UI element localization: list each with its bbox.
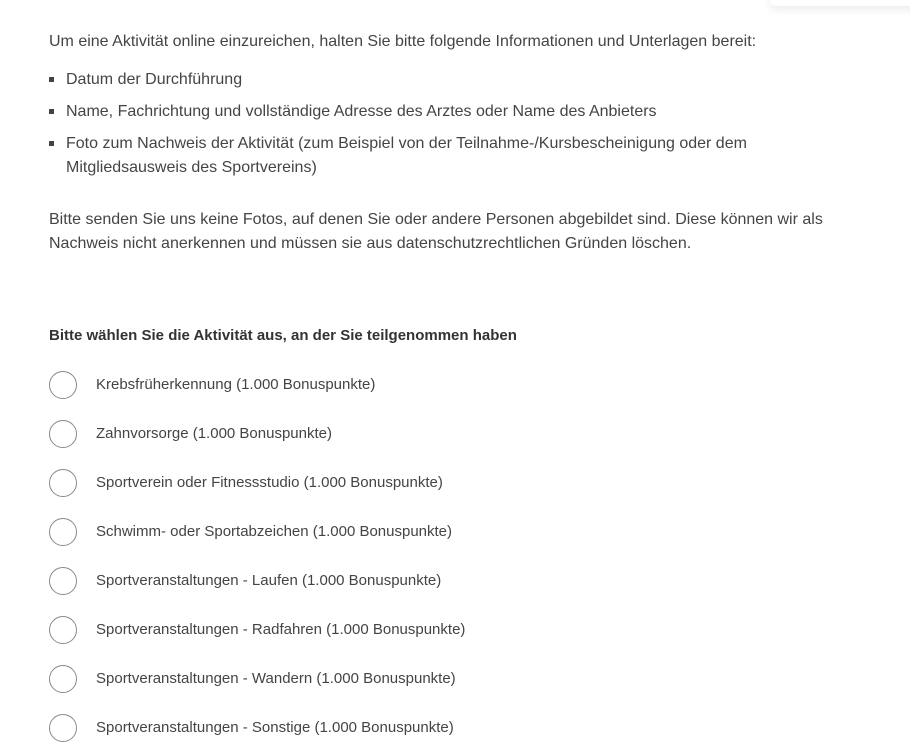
list-item xyxy=(49,68,869,92)
list-item xyxy=(49,132,869,180)
radio-button[interactable] xyxy=(49,567,77,595)
option-label[interactable]: Sportverein oder Fitnessstudio (1.000 Bonuspunkte) xyxy=(96,474,443,491)
activity-radio-group xyxy=(49,360,869,746)
activity-option[interactable] xyxy=(49,654,869,703)
radio-button[interactable] xyxy=(49,371,77,399)
radio-button[interactable] xyxy=(49,714,77,742)
bullet-square-icon xyxy=(49,141,54,146)
requirement-text: Datum der Durchführung xyxy=(66,71,243,88)
list-item xyxy=(49,100,869,124)
activity-option[interactable] xyxy=(49,409,869,458)
top-right-overlay-edge xyxy=(770,0,910,6)
bullet-square-icon xyxy=(49,109,54,114)
activity-option[interactable] xyxy=(49,507,869,556)
option-label[interactable]: Sportveranstaltungen - Radfahren (1.000 Bonuspunkte) xyxy=(96,621,466,638)
activity-option[interactable] xyxy=(49,605,869,654)
radio-button[interactable] xyxy=(49,469,77,497)
requirement-text: Foto zum Nachweis der Aktivität (zum Beispiel von der Teilnahme-/Kursbescheinigung oder dem Mitgliedsausweis des Sportvereins) xyxy=(66,135,747,176)
option-label[interactable]: Krebsfrüherkennung (1.000 Bonuspunkte) xyxy=(96,376,376,393)
intro-text: Um eine Aktivität online einzureichen, halten Sie bitte folgende Informationen und Unterlagen bereit: xyxy=(49,33,757,50)
option-label[interactable]: Sportveranstaltungen - Sonstige (1.000 Bonuspunkte) xyxy=(96,719,454,736)
option-label[interactable]: Sportveranstaltungen - Wandern (1.000 Bonuspunkte) xyxy=(96,670,456,687)
radio-button[interactable] xyxy=(49,518,77,546)
requirement-text: Name, Fachrichtung und vollständige Adresse des Arztes oder Name des Anbieters xyxy=(66,103,657,120)
bullet-square-icon xyxy=(49,77,54,82)
activity-option[interactable] xyxy=(49,458,869,507)
option-label[interactable]: Schwimm- oder Sportabzeichen (1.000 Bonuspunkte) xyxy=(96,523,453,540)
activity-question-label: Bitte wählen Sie die Aktivität aus, an der Sie teilgenommen haben xyxy=(49,327,517,344)
activity-option[interactable] xyxy=(49,556,869,605)
activity-submission-form xyxy=(49,30,869,746)
option-label[interactable]: Zahnvorsorge (1.000 Bonuspunkte) xyxy=(96,425,332,442)
option-label[interactable]: Sportveranstaltungen - Laufen (1.000 Bonuspunkte) xyxy=(96,572,442,589)
radio-button[interactable] xyxy=(49,420,77,448)
activity-option[interactable] xyxy=(49,703,869,746)
privacy-notice: Bitte senden Sie uns keine Fotos, auf denen Sie oder andere Personen abgebildet sind. Diese können wir als Nachweis nicht anerkennen und müssen sie aus datenschutzrechtlichen Gründen löschen. xyxy=(49,211,823,252)
radio-button[interactable] xyxy=(49,665,77,693)
requirements-list xyxy=(49,68,869,180)
activity-option[interactable] xyxy=(49,360,869,409)
radio-button[interactable] xyxy=(49,616,77,644)
